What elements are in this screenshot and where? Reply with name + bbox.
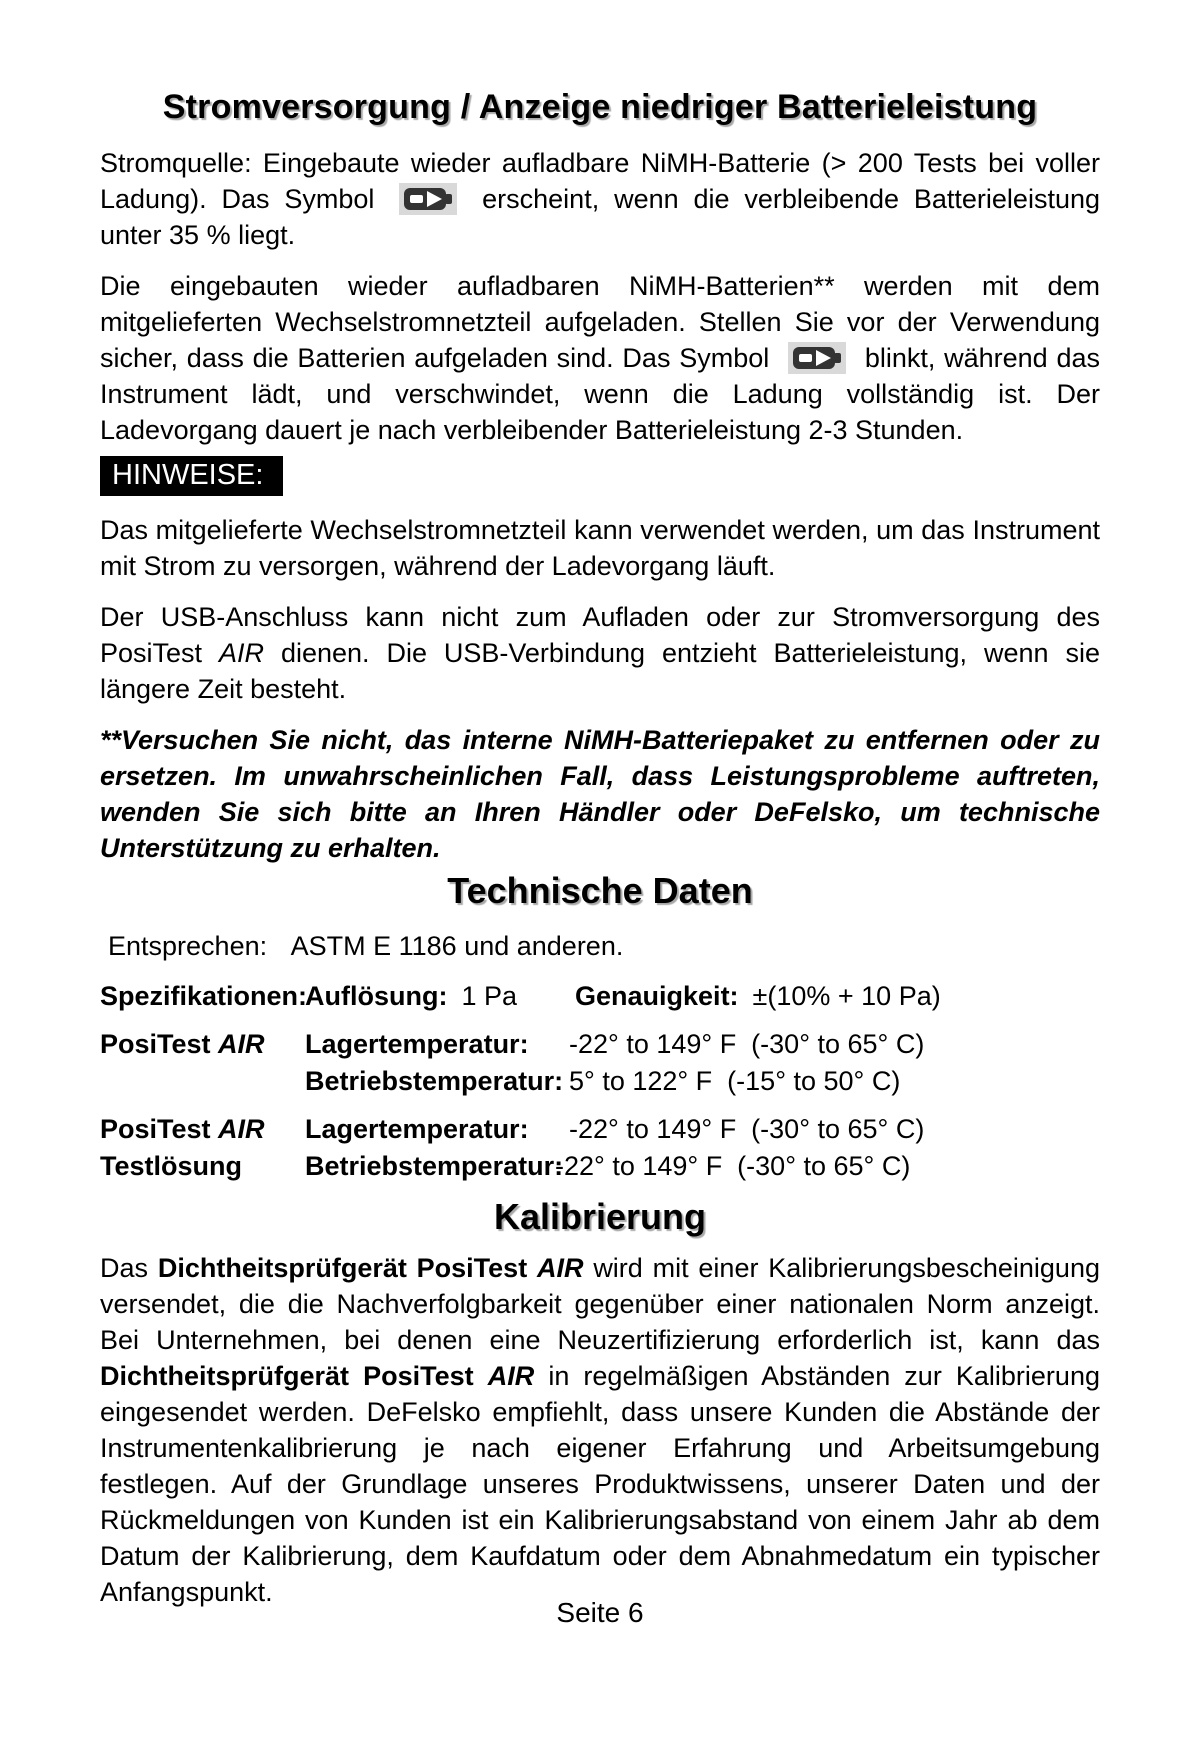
para-power-source xyxy=(100,145,1100,253)
spec-header-row xyxy=(100,978,1100,1015)
cal-text-1: Das xyxy=(100,1253,149,1283)
battery-low-icon xyxy=(399,181,457,217)
spec-row1-line1 xyxy=(305,1026,1100,1063)
spec-row2-storage-value: -22° to 149° F (-30° to 65° C) xyxy=(569,1114,925,1144)
cal-product-bold-2: Dichtheitsprüfgerät PosiTest xyxy=(100,1361,474,1391)
spec-row2-brand-line xyxy=(100,1111,305,1148)
spec-resolution-label: Auflösung: xyxy=(305,981,448,1011)
section-title-calibration: Kalibrierung xyxy=(493,1196,707,1237)
spec-row2-storage-label: Lagertemperatur: xyxy=(305,1114,529,1144)
cal-product-air-1: AIR xyxy=(537,1253,584,1283)
para-calibration xyxy=(100,1250,1100,1610)
page-title: Stromversorgung / Anzeige niedriger Batterieleistung xyxy=(162,88,1038,126)
spec-header-label: Spezifikationen: xyxy=(100,981,308,1011)
spec-row1-line2 xyxy=(305,1063,1100,1100)
cal-text-3: in regelmäßigen Abständen zur Kalibrierung eingesendet werden. DeFelsko empfiehlt, dass unsere Kunden die Abstände der Instrumentenkalibrierung je nach eigener Erfahrung und Arbeitsumgebung festlegen. Auf der Grundlage unseres Produktwissens, unserer Daten und der Rückmeldungen von Kunden ist ein Kalibrierungsabstand von einem Jahr ab dem Datum der Kalibrierung, dem Kaufdatum oder dem Abnahmedatum ein typischer Anfangspunkt. xyxy=(100,1361,1100,1607)
cal-product-bold-1: Dichtheitsprüfgerät PosiTest xyxy=(157,1253,528,1283)
spec-row1-brand: PosiTest xyxy=(100,1029,211,1059)
page-number: Seite 6 xyxy=(556,1597,644,1628)
spec-row1-label xyxy=(100,1026,305,1100)
spec-row2-label xyxy=(100,1111,305,1185)
compliance-label: Entsprechen: xyxy=(108,931,268,961)
para-usb-text-pre: Der USB-Anschluss kann nicht zum Aufladen oder zur Stromversorgung des PosiTest xyxy=(100,602,1100,668)
spec-row-positest-air xyxy=(100,1026,1100,1100)
para-ac-adapter: Das mitgelieferte Wechselstromnetzteil kann verwendet werden, um das Instrument mit Strom zu versorgen, während der Ladevorgang läuft. xyxy=(100,515,1100,581)
spec-row1-operating-value: 5° to 122° F (-15° to 50° C) xyxy=(569,1066,901,1096)
spec-row2-model: AIR xyxy=(218,1114,265,1144)
spec-row2-sub: Testlösung xyxy=(100,1151,243,1181)
para-charging xyxy=(100,268,1100,448)
spec-row1-storage-value: -22° to 149° F (-30° to 65° C) xyxy=(569,1029,925,1059)
cal-product-air-2: AIR xyxy=(487,1361,535,1391)
product-name-air: AIR xyxy=(218,638,264,668)
para-charging-text-post: blinkt, während das Instrument lädt, und verschwindet, wenn die Ladung vollständig ist. Der Ladevorgang dauert je nach verbleibender Batterieleistung 2-3 Stunden. xyxy=(100,343,1100,445)
battery-charging-icon xyxy=(788,340,846,376)
para-battery-warning: **Versuchen Sie nicht, das interne NiMH-Batteriepaket zu entfernen oder zu ersetzen. Im unwahrscheinlichen Fall, dass Leistungsprobleme auftreten, wenden Sie sich bitte an Ihren Händler oder DeFelsko, um technische Unterstützung zu erhalten. xyxy=(100,725,1100,863)
spec-accuracy-label: Genauigkeit: xyxy=(575,981,739,1011)
compliance-line xyxy=(100,928,1100,964)
spec-row2-operating-value: -22° to 149° F (-30° to 65° C) xyxy=(555,1151,911,1181)
notes-label: HINWEISE: xyxy=(100,456,283,496)
compliance-value: ASTM E 1186 und anderen. xyxy=(290,931,624,961)
section-title-technical-data: Technische Daten xyxy=(447,870,753,911)
spec-row1-operating-label: Betriebstemperatur: xyxy=(305,1066,564,1096)
spec-resolution-value: 1 Pa xyxy=(461,981,518,1011)
para-power-source-text-pre: Stromquelle: Eingebaute wieder aufladbare NiMH-Batterie (> 200 Tests bei voller Ladung). Das Symbol xyxy=(100,148,1100,214)
spec-row2-operating-label: Betriebstemperatur: xyxy=(305,1151,564,1181)
cal-text-2: wird mit einer Kalibrierungsbescheinigung versendet, die die Nachverfolgbarkeit gegenüber einer nationalen Norm anzeigt. Bei Unternehmen, bei denen eine Neuzertifizierung erforderlich ist, kann das xyxy=(100,1253,1100,1355)
spec-row1-storage-label: Lagertemperatur: xyxy=(305,1029,529,1059)
spec-row1-model: AIR xyxy=(218,1029,265,1059)
spec-accuracy-value: ±(10% + 10 Pa) xyxy=(752,981,941,1011)
spec-row2-brand: PosiTest xyxy=(100,1114,211,1144)
para-power-source-text-post: erscheint, wenn die verbleibende Batterieleistung unter 35 % liegt. xyxy=(100,184,1100,250)
spec-header-line xyxy=(305,978,1100,1015)
para-charging-text-pre: Die eingebauten wieder aufladbaren NiMH-Batterien** werden mit dem mitgelieferten Wechselstromnetzteil aufgeladen. Stellen Sie vor der Verwendung sicher, dass die Batterien aufgeladen sind. Das Symbol xyxy=(100,271,1100,373)
para-usb-text-post: dienen. Die USB-Verbindung entzieht Batterieleistung, wenn sie längere Zeit besteht. xyxy=(100,638,1100,704)
spec-row2-line2 xyxy=(305,1148,1100,1185)
spec-row2-line1 xyxy=(305,1111,1100,1148)
spec-row-positest-air-testloesung xyxy=(100,1111,1100,1185)
para-usb xyxy=(100,599,1100,707)
